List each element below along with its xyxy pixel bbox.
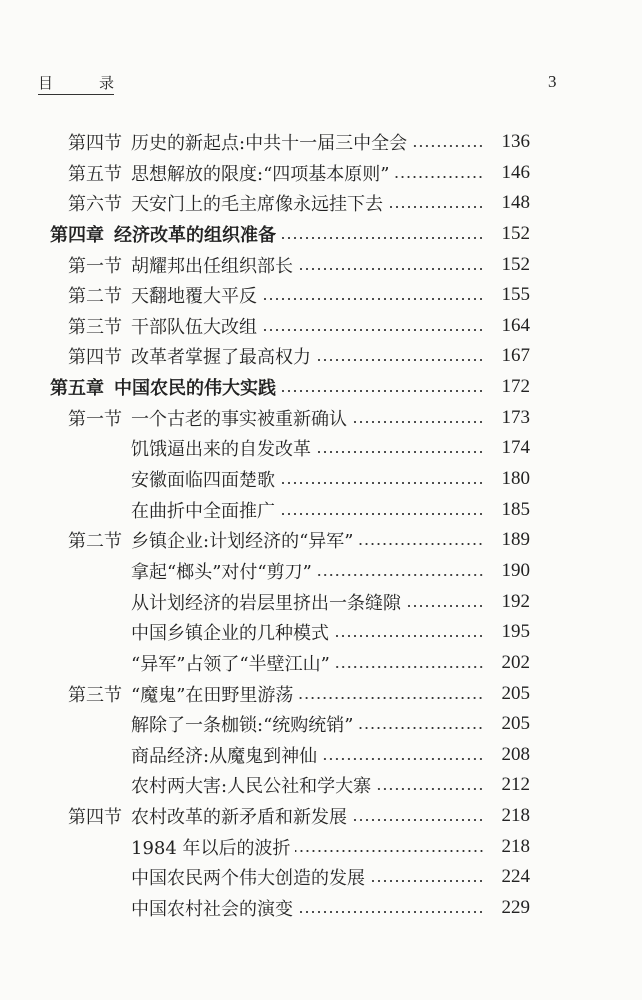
toc-entry[interactable] [0, 862, 530, 892]
dot-leader [297, 267, 484, 271]
entry-page-number: 208 [501, 743, 530, 765]
entry-label: 第四节 [68, 133, 122, 154]
entry-label: 第六节 [68, 194, 122, 216]
dot-leader [279, 512, 484, 516]
entry-label: 第三节 [68, 684, 122, 706]
toc-entry[interactable] [0, 893, 530, 923]
entry-title: 天安门上的毛主席像永远挂下去 [131, 194, 383, 216]
dot-leader [351, 420, 484, 424]
entry-title: 在曲折中全面推广 [131, 500, 275, 522]
toc-entry[interactable] [0, 709, 530, 739]
toc-entry[interactable] [0, 525, 530, 555]
dot-leader [357, 726, 484, 730]
entry-page-number: 152 [501, 222, 530, 244]
dot-leader [297, 696, 484, 700]
entry-title: 胡耀邦出任组织部长 [131, 255, 293, 277]
entry-page-number: 152 [501, 253, 530, 275]
entry-page-number: 164 [501, 314, 530, 336]
toc-entry[interactable] [0, 341, 530, 371]
entry-page-number: 189 [501, 529, 530, 551]
toc-entry[interactable] [0, 832, 530, 862]
dot-leader [295, 849, 484, 853]
entry-title: 农村两大害:人民公社和学大寨 [131, 776, 372, 798]
entry-page-number: 218 [501, 805, 530, 827]
entry-title: 商品经济:从魔鬼到神仙 [131, 745, 318, 767]
entry-page-number: 229 [501, 897, 530, 918]
entry-page-number: 185 [501, 498, 530, 520]
entry-page-number: 218 [501, 835, 530, 857]
dot-leader [334, 665, 484, 669]
entry-label: 第二节 [68, 286, 122, 308]
entry-title: 中国农村社会的演变 [131, 899, 293, 920]
dot-leader [315, 450, 484, 454]
toc-entry[interactable] [0, 280, 530, 310]
toc-entry[interactable] [0, 250, 530, 280]
entry-page-number: 212 [501, 774, 530, 796]
entry-title: 解除了一条枷锁:“统购统销” [131, 715, 354, 737]
toc-entry[interactable] [0, 464, 530, 494]
entry-label: 第三节 [68, 316, 122, 338]
entry-title: 中国农民两个伟大创造的发展 [131, 868, 365, 890]
entry-page-number: 202 [501, 651, 530, 673]
entry-label: 第一节 [68, 408, 122, 430]
header-char: 录 [98, 74, 114, 92]
entry-page-number: 180 [501, 468, 530, 490]
entry-title: 改革者掌握了最高权力 [131, 347, 311, 369]
toc-entry[interactable] [0, 740, 530, 770]
dot-leader [411, 144, 484, 148]
toc-entry[interactable] [0, 587, 530, 617]
entry-title: “异军”占领了“半壁江山” [131, 653, 330, 675]
toc-entry[interactable] [0, 433, 530, 463]
dot-leader [280, 389, 484, 393]
entry-label: 第四节 [68, 347, 122, 369]
entry-title: 饥饿逼出来的自发改革 [131, 439, 311, 461]
toc-entry[interactable] [0, 617, 530, 647]
toc-entry[interactable] [0, 403, 530, 433]
entry-title: 乡镇企业:计划经济的“异军” [131, 531, 354, 553]
dot-leader [279, 481, 484, 485]
dot-leader [375, 787, 484, 791]
running-header-title [38, 72, 114, 95]
toc-entry[interactable] [0, 648, 530, 678]
entry-title: 安徽面临四面楚歌 [131, 470, 275, 492]
toc-entry[interactable] [0, 556, 530, 586]
dot-leader [261, 297, 484, 301]
toc-chapter-entry[interactable] [0, 372, 530, 402]
entry-title: 一个古老的事实被重新确认 [131, 408, 347, 430]
entry-page-number: 195 [501, 621, 530, 643]
toc-entry[interactable] [0, 158, 530, 188]
entry-title: 思想解放的限度:“四项基本原则” [131, 163, 390, 185]
header-char: 目 [38, 74, 54, 92]
entry-page-number: 174 [501, 437, 530, 459]
dot-leader [357, 542, 484, 546]
entry-title: 经济改革的组织准备 [114, 224, 276, 246]
dot-leader [393, 175, 484, 179]
entry-page-number: 192 [501, 590, 530, 612]
entry-page-number: 190 [501, 559, 530, 581]
entry-title: 1984 年以后的波折 [131, 837, 291, 859]
entry-page-number: 136 [501, 131, 530, 152]
toc-entry[interactable] [0, 188, 530, 218]
entry-page-number: 148 [501, 192, 530, 214]
dot-leader [261, 328, 484, 332]
dot-leader [297, 910, 484, 914]
entry-title: 拿起“榔头”对付“剪刀” [131, 561, 312, 583]
entry-title: 天翻地覆大平反 [131, 286, 257, 308]
toc-entry[interactable] [0, 770, 530, 800]
entry-title: 从计划经济的岩层里挤出一条缝隙 [131, 592, 401, 614]
toc-entry[interactable] [0, 495, 530, 525]
entry-title: 历史的新起点:中共十一届三中全会 [131, 133, 408, 154]
page-number: 3 [548, 72, 557, 91]
entry-label: 第五章 [50, 378, 104, 400]
dot-leader [405, 604, 484, 608]
toc-entry[interactable] [0, 679, 530, 709]
entry-page-number: 155 [501, 284, 530, 306]
entry-page-number: 205 [501, 713, 530, 735]
dot-leader [280, 236, 484, 240]
entry-label: 第四章 [50, 224, 104, 246]
dot-leader [333, 634, 484, 638]
toc-entry[interactable] [0, 311, 530, 341]
entry-title: 中国农民的伟大实践 [114, 378, 276, 400]
entry-label: 第二节 [68, 531, 122, 553]
dot-leader [321, 757, 484, 761]
entry-label: 第五节 [68, 163, 122, 185]
dot-leader [316, 573, 484, 577]
entry-page-number: 146 [501, 161, 530, 183]
entry-page-number: 167 [501, 345, 530, 367]
dot-leader [369, 879, 484, 883]
entry-page-number: 224 [501, 866, 530, 888]
toc-entry[interactable] [0, 801, 530, 831]
toc-entry[interactable] [0, 127, 530, 157]
entry-title: “魔鬼”在田野里游荡 [131, 684, 294, 706]
entry-title: 中国乡镇企业的几种模式 [131, 623, 329, 645]
dot-leader [315, 358, 484, 362]
dot-leader [387, 205, 484, 209]
entry-page-number: 172 [501, 376, 530, 398]
dot-leader [351, 818, 484, 822]
entry-page-number: 205 [501, 682, 530, 704]
entry-title: 干部队伍大改组 [131, 316, 257, 338]
entry-label: 第四节 [68, 807, 122, 829]
entry-label: 第一节 [68, 255, 122, 277]
entry-page-number: 173 [501, 406, 530, 428]
toc-chapter-entry[interactable] [0, 219, 530, 249]
entry-title: 农村改革的新矛盾和新发展 [131, 807, 347, 829]
